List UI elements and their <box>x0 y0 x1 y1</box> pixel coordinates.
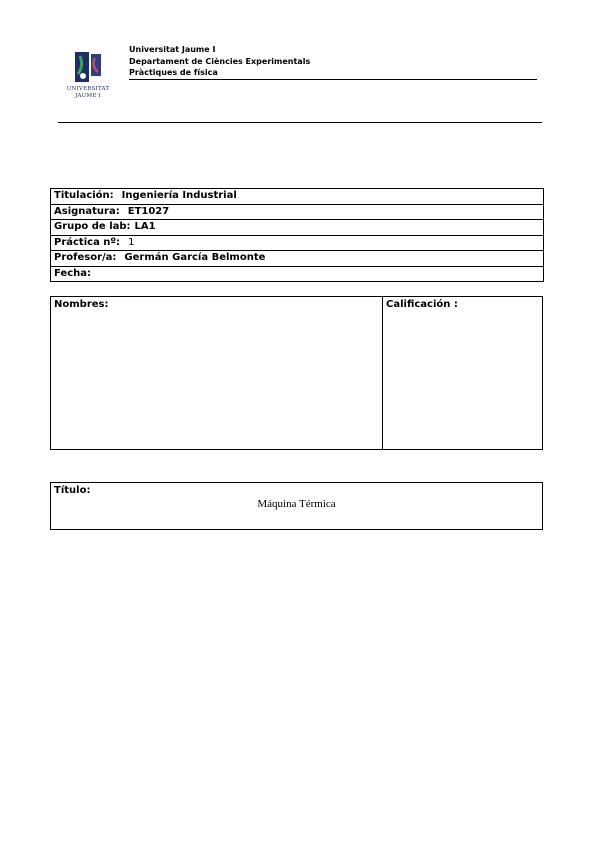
document-header <box>129 44 310 79</box>
fecha-label: Fecha: <box>54 267 92 279</box>
practica-label: Práctica nº: <box>54 236 121 248</box>
grupo-label: Grupo de lab: <box>54 221 131 232</box>
course-name: Pràctiques de física <box>129 68 218 77</box>
asignatura-row <box>51 205 543 221</box>
fecha-row <box>51 267 543 283</box>
asignatura-value: ET1027 <box>127 205 170 217</box>
titulacion-row <box>51 189 543 205</box>
logo-text-line1: UNIVERSITAT <box>66 86 110 92</box>
practica-value: 1 <box>128 236 135 248</box>
profesor-value: Germán García Belmonte <box>124 252 266 263</box>
title-box <box>50 482 543 530</box>
titulacion-value: Ingeniería Industrial <box>121 190 237 201</box>
header-divider <box>129 79 537 80</box>
titulo-label: Título: <box>54 485 91 496</box>
logo-text-line2: JAUME·I <box>75 93 101 99</box>
logo-wordmark <box>60 86 116 100</box>
profesor-row <box>51 251 543 267</box>
calificacion-label: Calificación : <box>386 299 458 310</box>
grupo-row <box>51 220 543 236</box>
asignatura-label: Asignatura: <box>54 205 120 217</box>
names-grade-box <box>50 296 543 450</box>
grupo-value: LA1 <box>134 221 156 232</box>
names-cell <box>51 297 383 449</box>
titulo-value: Máquina Térmica <box>257 498 336 510</box>
nombres-label: Nombres: <box>54 299 109 310</box>
page-divider <box>58 122 542 123</box>
department-name: Departament de Ciències Experimentals <box>129 56 311 66</box>
profesor-label: Profesor/a: <box>54 252 117 263</box>
info-table <box>50 188 544 282</box>
titulacion-label: Titulación: <box>54 190 114 201</box>
practica-row <box>51 236 543 252</box>
university-name: Universitat Jaume I <box>129 45 216 54</box>
